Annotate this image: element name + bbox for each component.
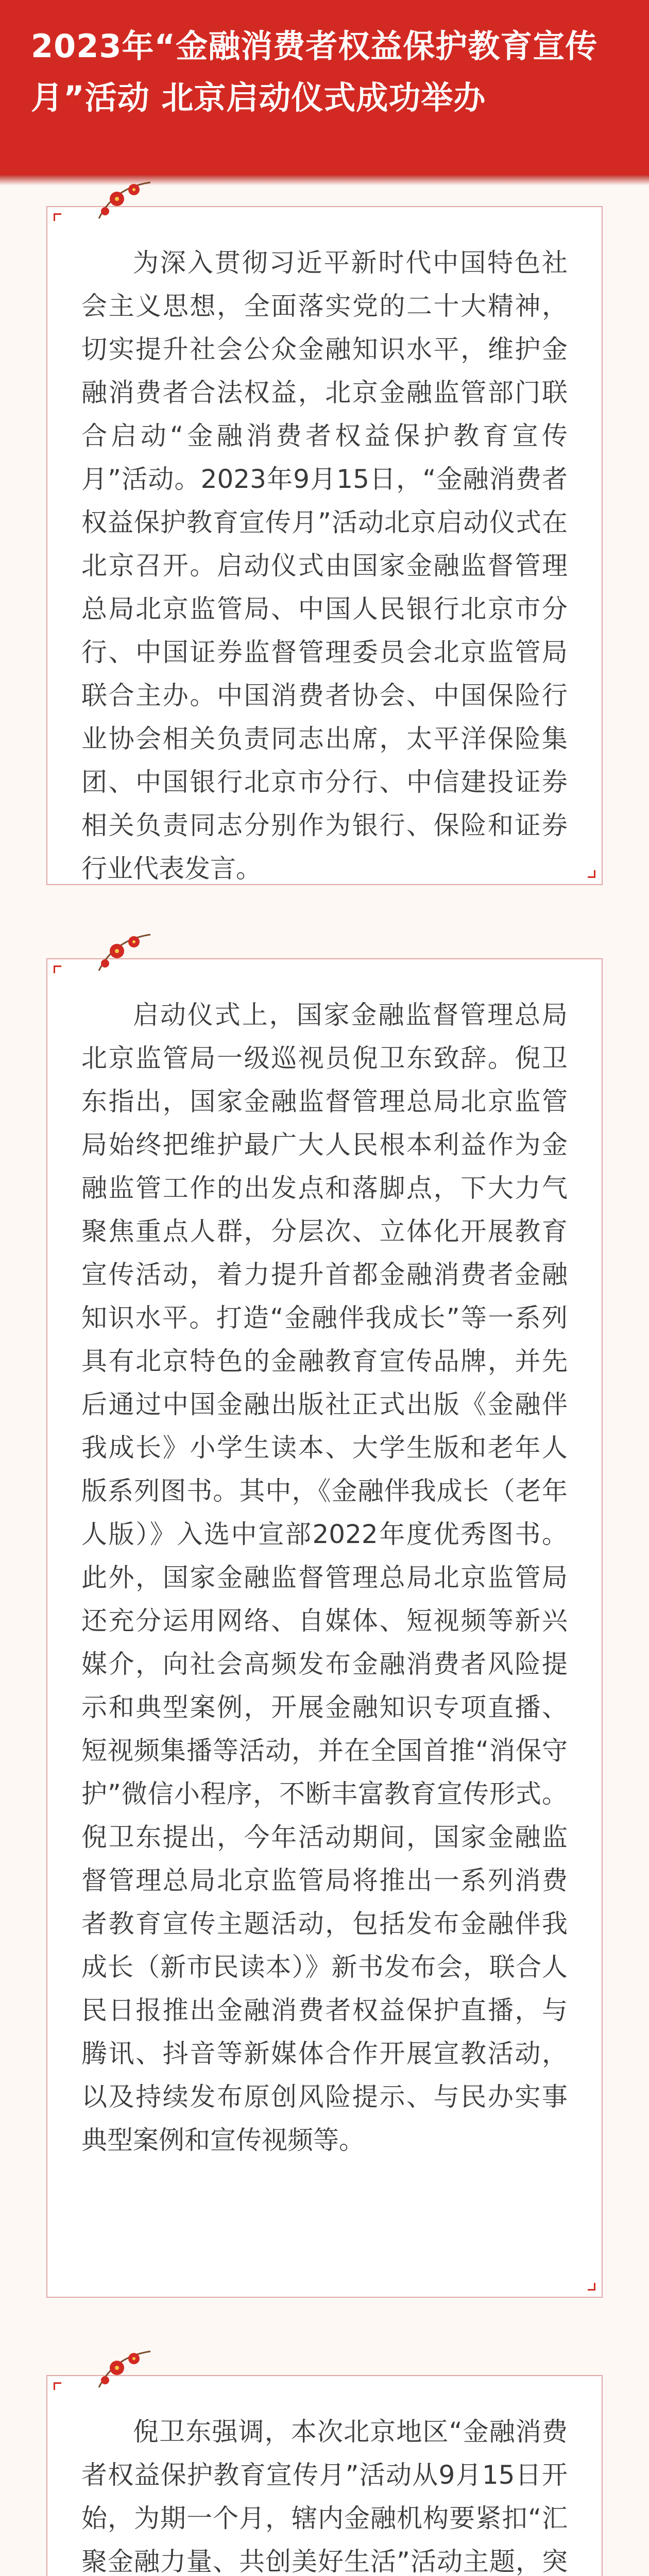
corner-mark: [588, 2283, 595, 2291]
paragraph-emphasis: 倪卫东强调，本次北京地区“金融消费者权益保护教育宣传月”活动从9月15日开始，为期一个月，辖内金融机构要紧扣“汇聚金融力量、共创美好生活”活动主题，突: [81, 2417, 568, 2576]
plum-blossom-seal-icon: [94, 929, 156, 979]
plum-blossom-seal-icon: [94, 177, 156, 227]
corner-mark: [54, 213, 61, 221]
paragraph-intro: 为深入贯彻习近平新时代中国特色社会主义思想，全面落实党的二十大精神，切实提升社会公众金融知识水平，维护金融消费者合法权益，北京金融监管部门联合启动“金融消费者权益保护教育宣传月”活动。2023年9月15日，“金融消费者权益保护教育宣传月”活动北京启动仪式在北京召开。启动仪式由国家金融监督管理总局北京监管局、中国人民银行北京市分行、中国证券监督管理委员会北京监管局联合主办。中国消费者协会、中国保险行业协会相关负责同志出席，太平洋保险集团、中国银行北京市分行、中信建投证券相关负责同志分别作为银行、保险和证券行业代表发言。: [81, 248, 568, 884]
article-title: 2023年“金融消费者权益保护教育宣传月”活动 北京启动仪式成功举办: [31, 27, 598, 116]
content-card-emphasis: [46, 2375, 603, 2576]
corner-mark: [588, 870, 595, 878]
paragraph-speech: 启动仪式上，国家金融监督管理总局北京监管局一级巡视员倪卫东致辞。倪卫东指出，国家金融监督管理总局北京监管局始终把维护最广大人民根本利益作为金融监管工作的出发点和落脚点，下大力气聚焦重点人群，分层次、立体化开展教育宣传活动，着力提升首都金融消费者金融知识水平。打造“金融伴我成长”等一系列具有北京特色的金融教育宣传品牌，并先后通过中国金融出版社正式出版《金融伴我成长》小学生读本、大学生版和老年人版系列图书。其中，《金融伴我成长（老年人版）》入选中宣部2022年度优秀图书。此外，国家金融监督管理总局北京监管局还充分运用网络、自媒体、短视频等新兴媒介，向社会高频发布金融消费者风险提示和典型案例，开展金融知识专项直播、短视频集播等活动，并在全国首推“消保守护”微信小程序，不断丰富教育宣传形式。倪卫东提出，今年活动期间，国家金融监督管理总局北京监管局将推出一系列消费者教育宣传主题活动，包括发布金融伴我成长（新市民读本）》新书发布会，联合人民日报推出金融消费者权益保护直播，与腾讯、抖音等新媒体合作开展宣教活动，以及持续发布原创风险提示、与民办实事典型案例和宣传视频等。: [81, 1000, 568, 2155]
content-card-intro: [46, 206, 603, 885]
plum-blossom-seal-icon: [94, 2346, 156, 2396]
corner-mark: [54, 2382, 61, 2390]
corner-mark: [54, 965, 61, 973]
content-card-speech: [46, 958, 603, 2298]
title-banner: [0, 0, 649, 175]
